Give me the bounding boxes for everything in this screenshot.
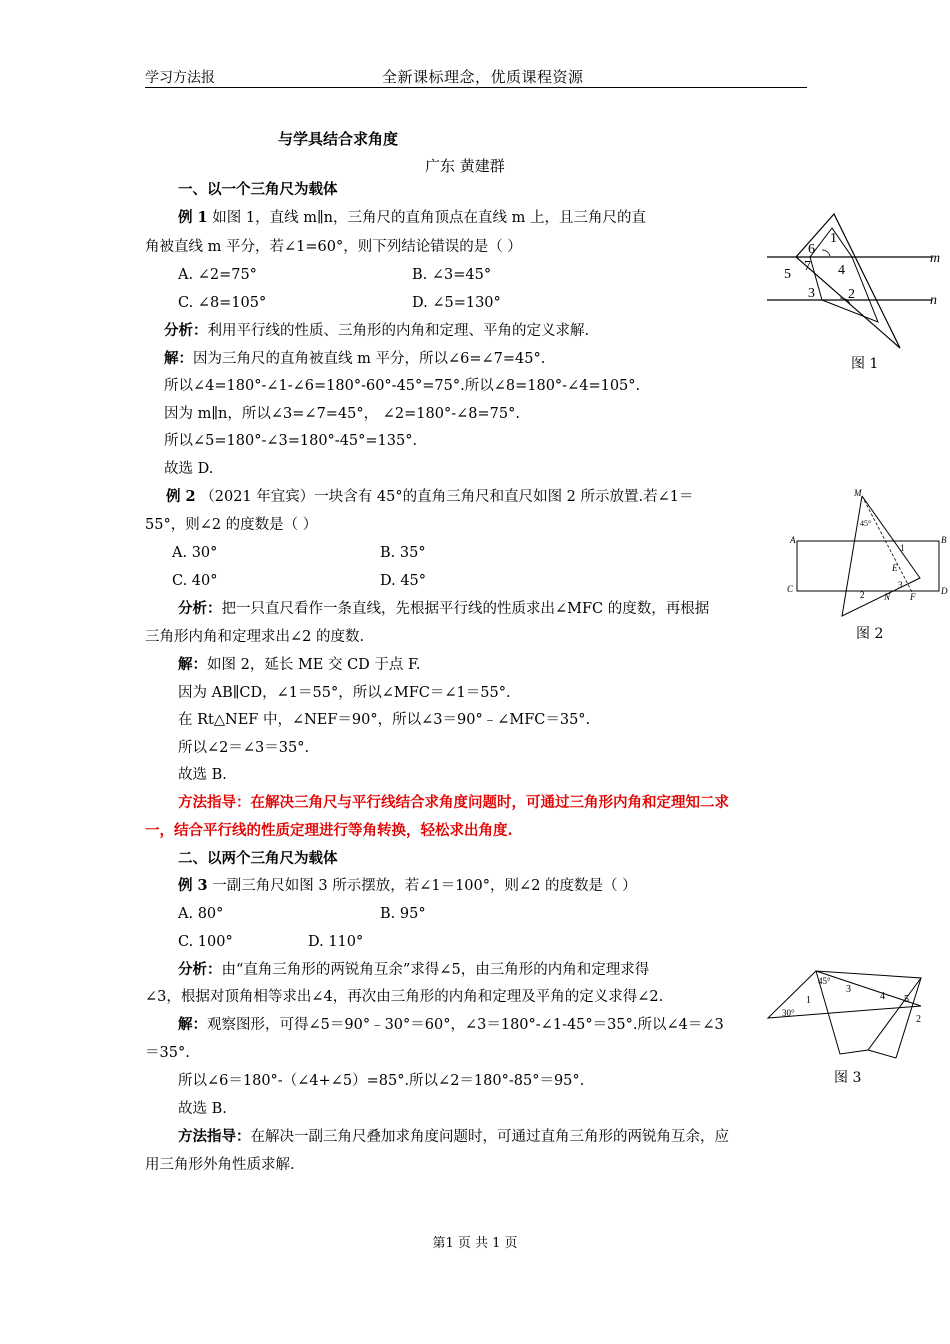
example2-sol1: 如图 2，延长 ME 交 CD 于点 F. [207, 657, 421, 673]
fig2-triangle [842, 496, 920, 616]
example2-option-c: C. 40° [172, 573, 218, 589]
example1-label: 例 1 [178, 209, 208, 226]
header-left: 学习方法报 [145, 70, 215, 86]
example2-analysis-line1 [178, 599, 709, 619]
method-tip1-line1 [178, 793, 729, 813]
example2-option-a: A. 30° [172, 545, 218, 561]
example1-solution-line5: 故选 D. [164, 461, 214, 477]
method-tip1-line2: 一，结合平行线的性质定理进行等角转换，轻松求出角度. [145, 822, 513, 839]
fig3-label-3: 3 [846, 984, 851, 995]
fig3-label-1: 1 [806, 995, 811, 1006]
example3-option-a: A. 80° [178, 906, 224, 922]
method-tip1-label: 方法指导： [178, 794, 251, 811]
fig1-label-n: n [930, 293, 937, 308]
fig1-arc-6 [822, 250, 830, 256]
method-tip1-text: 在解决三角尺与平行线结合求角度问题时，可通过三角形内角和定理知二求 [250, 794, 729, 811]
fig1-label-2: 2 [848, 287, 855, 302]
fig2-label-F: F [910, 592, 916, 602]
fig2-label-45: 45° [860, 519, 872, 528]
example2-solution-line5: 故选 B. [178, 767, 227, 783]
example2-analysis-line2: 三角形内角和定理求出∠2 的度数. [145, 629, 365, 645]
example1-analysis-text: 利用平行线的性质、三角形的内角和定理、平角的定义求解. [207, 323, 590, 339]
fig1-caption: 图 1 [851, 356, 879, 372]
example1-solution-label: 解： [164, 350, 193, 367]
fig2-label-2: 2 [860, 590, 865, 600]
example3-option-c: C. 100° [178, 934, 233, 950]
fig2-label-B: B [941, 535, 947, 545]
fig2-label-3: 3 [898, 580, 903, 590]
section2-heading: 二、以两个三角尺为载体 [178, 850, 338, 867]
example2-solution-label: 解： [178, 656, 207, 673]
example3-option-b: B. 95° [380, 906, 426, 922]
fig2-label-M: M [854, 488, 862, 498]
fig1-label-5: 5 [784, 267, 791, 282]
section1-heading: 一、以一个三角尺为载体 [178, 181, 338, 198]
fig2-ruler [797, 541, 939, 591]
page-footer: 第1 页 共 1 页 [432, 1236, 518, 1251]
fig3-edge-bottom [868, 1050, 896, 1058]
example2-analysis1: 把一只直尺看作一条直线，先根据平行线的性质求出∠MFC 的度数，再根据 [221, 601, 710, 617]
example2-solution-line2: 因为 AB∥CD，∠1＝55°，所以∠MFC＝∠1＝55°. [178, 685, 511, 701]
example1-option-a: A. ∠2=75° [178, 267, 257, 283]
example3-sol1: 观察图形，可得∠5＝90°﹣30°＝60°，∠3＝180°-∠1-45°＝35°.所以∠4＝∠3 [207, 1017, 724, 1033]
example3-solution-line4: 故选 B. [178, 1101, 227, 1117]
example3-question [178, 876, 637, 896]
example3-analysis-line1 [178, 960, 649, 980]
fig2-label-E: E [892, 563, 898, 573]
example1-solution-line3: 因为 m∥n，所以∠3=∠7=45°， ∠2=180°-∠8=75°. [164, 406, 520, 422]
example1-question-line2: 角被直线 m 平分，若∠1=60°，则下列结论错误的是（ ） [145, 239, 522, 255]
fig1-triangle-outer [796, 214, 900, 348]
fig3-label-2: 2 [916, 1014, 921, 1025]
example2-label: 例 2 [166, 488, 196, 505]
example3-analysis-label: 分析： [178, 961, 222, 978]
example1-analysis [164, 321, 589, 341]
fig3-label-30: 30° [782, 1008, 795, 1018]
example2-question-line1 [166, 487, 694, 507]
example2-option-b: B. 35° [380, 545, 426, 561]
example1-q1: 如图 1，直线 m∥n，三角尺的直角顶点在直线 m 上，且三角尺的直 [207, 210, 646, 226]
fig2-label-1: 1 [900, 543, 905, 553]
fig2-label-A: A [790, 535, 796, 545]
method-tip2-line1 [178, 1127, 729, 1147]
author: 广东 黄建群 [425, 157, 505, 175]
fig2-label-D: D [941, 586, 948, 596]
header-center: 全新课标理念，优质课程资源 [382, 68, 584, 86]
figure2 [782, 486, 950, 618]
example3-solution-line2: ＝35°. [145, 1045, 190, 1061]
example1-option-b: B. ∠3=45° [412, 267, 492, 283]
method-tip2-line2: 用三角形外角性质求解. [145, 1157, 295, 1173]
fig3-caption: 图 3 [834, 1070, 862, 1086]
figure3 [766, 966, 940, 1062]
fig1-label-4: 4 [838, 263, 845, 278]
example2-solution-line1 [178, 655, 420, 675]
fig2-label-C: C [787, 584, 794, 594]
example2-question-line2: 55°，则∠2 的度数是（ ） [145, 517, 318, 533]
example3-solution-line1 [178, 1015, 724, 1035]
fig1-label-1: 1 [830, 231, 837, 246]
example3-analysis1: 由“直角三角形的两锐角互余”求得∠5，由三角形的内角和定理求得 [221, 962, 650, 978]
method-tip2-label: 方法指导： [178, 1128, 251, 1145]
example2-option-d: D. 45° [380, 573, 427, 589]
example3-analysis-line2: ∠3，根据对顶角相等求出∠4，再次由三角形的内角和定理及平角的定义求得∠2. [145, 989, 664, 1005]
page-title: 与学具结合求角度 [278, 130, 399, 148]
fig1-label-3: 3 [808, 286, 815, 301]
example1-option-c: C. ∠8=105° [178, 295, 267, 311]
example3-option-d: D. 110° [308, 934, 364, 950]
example2-solution-line4: 所以∠2＝∠3＝35°. [178, 740, 310, 756]
example1-solution-line2: 所以∠4=180°-∠1-∠6=180°-60°-45°=75°.所以∠8=180°-∠4=105°. [164, 378, 641, 394]
example1-option-d: D. ∠5=130° [412, 295, 501, 311]
figure1 [762, 212, 948, 354]
method-tip2-text: 在解决一副三角尺叠加求角度问题时，可通过直角三角形的两锐角互余，应 [250, 1129, 729, 1145]
example3-solution-label: 解： [178, 1016, 207, 1033]
example1-analysis-label: 分析： [164, 322, 208, 339]
fig3-label-45: 45° [818, 976, 831, 986]
example1-solution-line1 [164, 349, 545, 369]
fig1-label-7: 7 [804, 259, 811, 274]
fig2-caption: 图 2 [856, 626, 884, 642]
fig3-label-4: 4 [880, 991, 885, 1002]
fig2-label-N: N [884, 592, 891, 602]
example1-question-line1 [178, 208, 646, 228]
example1-sol1: 因为三角尺的直角被直线 m 平分，所以∠6=∠7=45°. [193, 351, 546, 367]
example3-label: 例 3 [178, 877, 208, 894]
example3-solution-line3: 所以∠6＝180°-（∠4+∠5）=85°.所以∠2＝180°-85°＝95°. [178, 1073, 585, 1089]
example3-q1: 一副三角尺如图 3 所示摆放，若∠1＝100°，则∠2 的度数是（ ） [207, 878, 637, 894]
fig2-extension-line [862, 496, 912, 592]
example2-analysis-label: 分析： [178, 600, 222, 617]
fig1-label-m: m [930, 251, 941, 266]
example2-solution-line3: 在 Rt△NEF 中，∠NEF＝90°，所以∠3＝90°﹣∠MFC＝35°. [178, 712, 591, 728]
fig3-label-5: 5 [904, 994, 909, 1005]
example1-solution-line4: 所以∠5=180°-∠3=180°-45°=135°. [164, 433, 418, 449]
header-rule [145, 87, 807, 88]
fig1-label-6: 6 [808, 242, 815, 257]
example2-q1: （2021 年宜宾）一块含有 45°的直角三角尺和直尺如图 2 所示放置.若∠1＝ [195, 489, 694, 505]
